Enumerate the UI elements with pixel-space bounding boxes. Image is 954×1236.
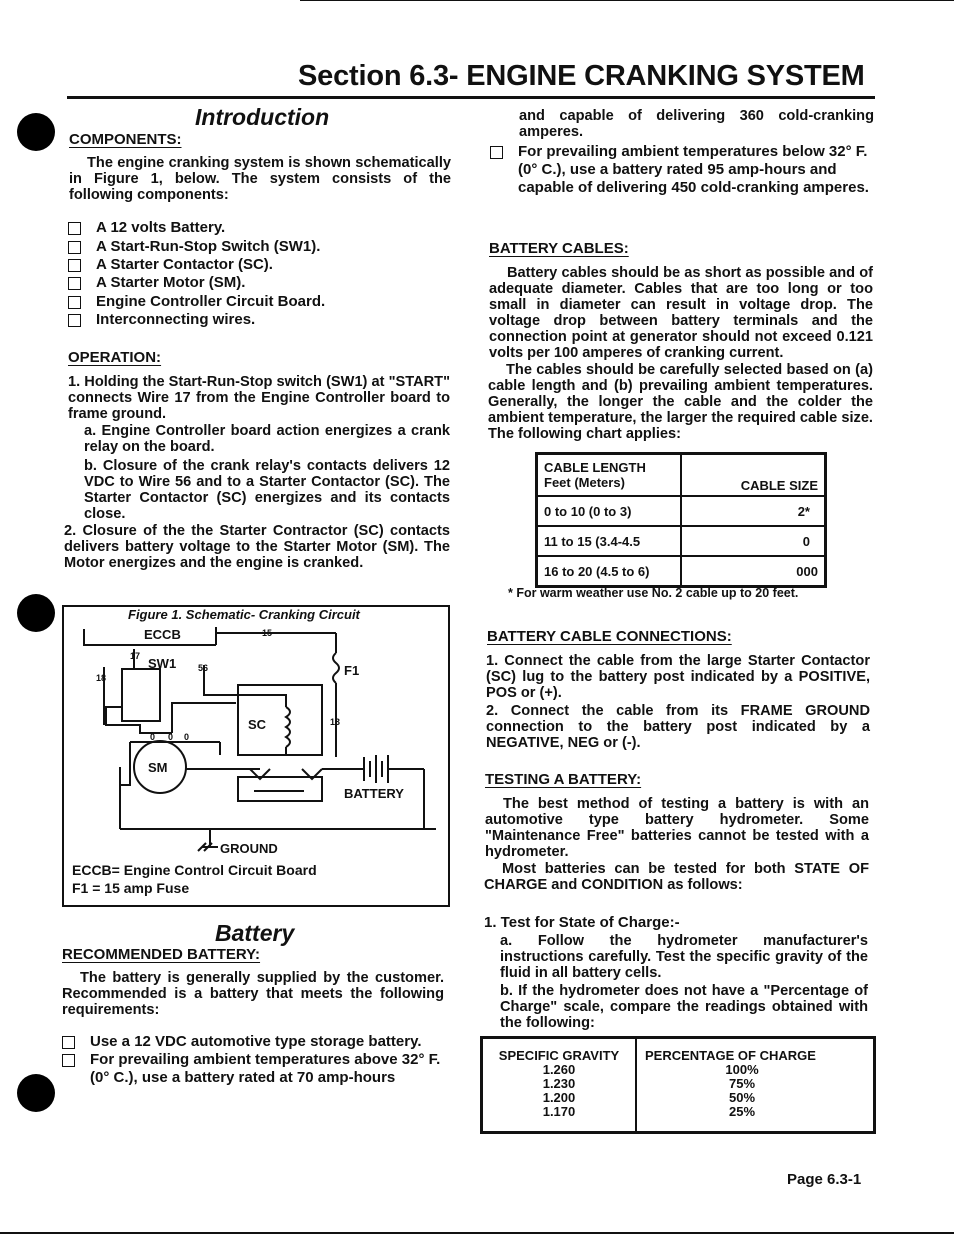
binder-hole-1 [17, 113, 55, 151]
page-title: Section 6.3- ENGINE CRANKING SYSTEM [298, 60, 865, 92]
checkbox-icon [62, 1054, 75, 1067]
list-item: Engine Controller Circuit Board. [68, 293, 325, 311]
battery-requirement-3: For prevailing ambient temperatures below 32° F. (0° C.), use a battery rated 95 amp-hours and capable of delivering 450 cold-cranking amperes. [490, 143, 874, 197]
testing-text-1: The best method of testing a battery is with an automotive type battery hydrometer. Some "Maintenance Free" batteries cannot be tested with a hydrometer. [485, 796, 869, 860]
label-wire-17: 17 [130, 651, 141, 661]
table-cell: 75% [728, 1076, 756, 1091]
binder-hole-2 [17, 594, 55, 632]
checkbox-icon [68, 241, 81, 254]
battery-requirement-1: Use a 12 VDC automotive type storage battery. [62, 1033, 446, 1051]
label-wire-13: 13 [330, 717, 341, 727]
testing-heading: TESTING A BATTERY: [485, 771, 642, 788]
cable-connections-heading: BATTERY CABLE CONNECTIONS: [487, 628, 732, 645]
table-cell: 0 to 10 (0 to 3) [537, 496, 682, 526]
table-header-cell: CABLE SIZE [681, 454, 826, 497]
binder-hole-3 [17, 1074, 55, 1112]
table-header-cell: CABLE LENGTH Feet (Meters) [537, 454, 682, 497]
checkbox-icon [68, 277, 81, 290]
label-wire-56: 56 [198, 663, 209, 673]
label-battery: BATTERY [344, 786, 404, 801]
label-f1: F1 [344, 663, 360, 678]
table-cell: 16 to 20 (4.5 to 6) [537, 556, 682, 587]
table-cell: 50% [728, 1090, 756, 1105]
label-sm: SM [148, 760, 168, 775]
battery-requirement-2: For prevailing ambient temperatures above 32° F. (0° C.), use a battery rated at 70 amp-hours [62, 1051, 446, 1087]
introduction-heading: Introduction [195, 104, 330, 130]
table-cell: 1.200 [542, 1090, 576, 1105]
test-step-1: 1. Test for State of Charge:- [484, 914, 680, 931]
table-cell: 11 to 15 (3.4-4.5 [537, 526, 682, 556]
table-cell: 000 [681, 556, 826, 587]
gravity-column [483, 1039, 635, 1131]
table-header-cell: PERCENTAGE OF CHARGE [645, 1048, 816, 1063]
legend-eccb: ECCB= Engine Control Circuit Board [72, 862, 317, 878]
battery-requirement-2-cont: and capable of delivering 360 cold-cranking amperes. [519, 108, 874, 140]
recommended-battery-heading: RECOMMENDED BATTERY: [62, 946, 261, 963]
checkbox-icon [62, 1036, 75, 1049]
list-item: Interconnecting wires. [68, 311, 255, 329]
operation-step-2: 2. Closure of the the Starter Contractor (SC) contacts delivers battery voltage to the Starter Motor (SM). The Motor energizes and the engine is cranked. [64, 523, 450, 571]
test-step-1a: a. Follow the hydrometer manufacturer's instructions carefully. Test the specific gravity of the fluid in all battery cells. [500, 933, 868, 981]
legend-f1: F1 = 15 amp Fuse [72, 880, 190, 896]
checkbox-icon [490, 146, 503, 159]
battery-heading: Battery [215, 920, 295, 946]
table-cell: 1.260 [542, 1062, 576, 1077]
page-number: Page 6.3-1 [787, 1171, 862, 1188]
components-text: The engine cranking system is shown schematically in Figure 1, below. The system consists of the following components: [69, 155, 451, 203]
operation-step-1b: b. Closure of the crank relay's contacts delivers 12 VDC to Wire 56 and to a Starter Contactor (SC). The Starter Contactor (SC) energizes and its contacts close. [84, 458, 450, 522]
title-rule [67, 96, 875, 99]
test-step-1b: b. If the hydrometer does not have a "Percentage of Charge" scale, compare the readings obtained with the following: [500, 983, 868, 1031]
table-cell: 100% [725, 1062, 759, 1077]
operation-step-1: 1. Holding the Start-Run-Stop switch (SW1) at "START" connects Wire 17 from the Engine Controller board to frame ground. [68, 374, 450, 422]
list-item: A Starter Motor (SM). [68, 274, 245, 292]
label-wire-0c: 0 [184, 732, 190, 742]
connection-step-1: 1. Connect the cable from the large Starter Contactor (SC) lug to the battery post indicated by a POSITIVE, POS or (+). [486, 653, 870, 701]
schematic-figure [62, 605, 450, 907]
recommended-battery-text: The battery is generally supplied by the customer. Recommended is a battery that meets the following requirements: [62, 970, 444, 1018]
operation-step-1a: a. Engine Controller board action energizes a crank relay on the board. [84, 423, 450, 455]
table-cell: 25% [728, 1104, 756, 1119]
battery-cables-text-2: The cables should be carefully selected based on (a) cable length and (b) prevailing ambient temperatures. Generally, the longer the cable and the colder the ambient temperature, the larger the required cable size. The following chart applies: [488, 362, 873, 442]
table-cell: 2* [681, 496, 826, 526]
table-row [537, 556, 826, 587]
label-wire-0b: 0 [168, 732, 174, 742]
cranking-circuit-diagram [64, 607, 448, 905]
label-sw1: SW1 [148, 656, 177, 671]
table-header-cell: SPECIFIC GRAVITY [498, 1048, 620, 1063]
table-header-row [537, 454, 826, 497]
figure-caption: Figure 1. Schematic- Cranking Circuit [128, 607, 360, 622]
checkbox-icon [68, 259, 81, 272]
checkbox-icon [68, 222, 81, 235]
cable-table-footnote: * For warm weather use No. 2 cable up to 20 feet. [508, 586, 799, 600]
battery-cables-text-1: Battery cables should be as short as possible and of adequate diameter. Cables that are too long or too small in diameter can result in voltage drop. The voltage drop between battery terminals and the connection point at generator should not exceed 0.121 volts per 100 amperes of cranking current. [489, 265, 873, 361]
top-edge-rule [300, 0, 954, 1]
testing-text-2: Most batteries can be tested for both STATE OF CHARGE and CONDITION as follows: [484, 861, 869, 893]
label-wire-15: 15 [262, 628, 273, 638]
label-wire-0a: 0 [150, 732, 156, 742]
table-cell: 1.230 [542, 1076, 576, 1091]
operation-heading: OPERATION: [68, 349, 162, 366]
checkbox-icon [68, 296, 81, 309]
percentage-column [637, 1039, 847, 1131]
label-wire-18: 18 [96, 673, 107, 683]
checkbox-icon [68, 314, 81, 327]
list-item: A Start-Run-Stop Switch (SW1). [68, 238, 320, 256]
table-cell: 1.170 [542, 1104, 576, 1119]
label-sc: SC [248, 717, 267, 732]
table-row [537, 496, 826, 526]
list-item: A Starter Contactor (SC). [68, 256, 273, 274]
label-eccb: ECCB [144, 627, 181, 642]
cable-size-table [535, 452, 827, 588]
specific-gravity-table [480, 1036, 876, 1134]
table-cell: 0 [681, 526, 826, 556]
connection-step-2: 2. Connect the cable from its FRAME GROUND connection to the battery post indicated by a NEGATIVE, NEG or (-). [486, 703, 870, 751]
battery-cables-heading: BATTERY CABLES: [489, 240, 629, 257]
label-ground: GROUND [220, 841, 278, 856]
table-row [537, 526, 826, 556]
list-item: A 12 volts Battery. [68, 219, 225, 237]
bottom-edge-rule [0, 1232, 954, 1234]
components-heading: COMPONENTS: [69, 131, 182, 148]
